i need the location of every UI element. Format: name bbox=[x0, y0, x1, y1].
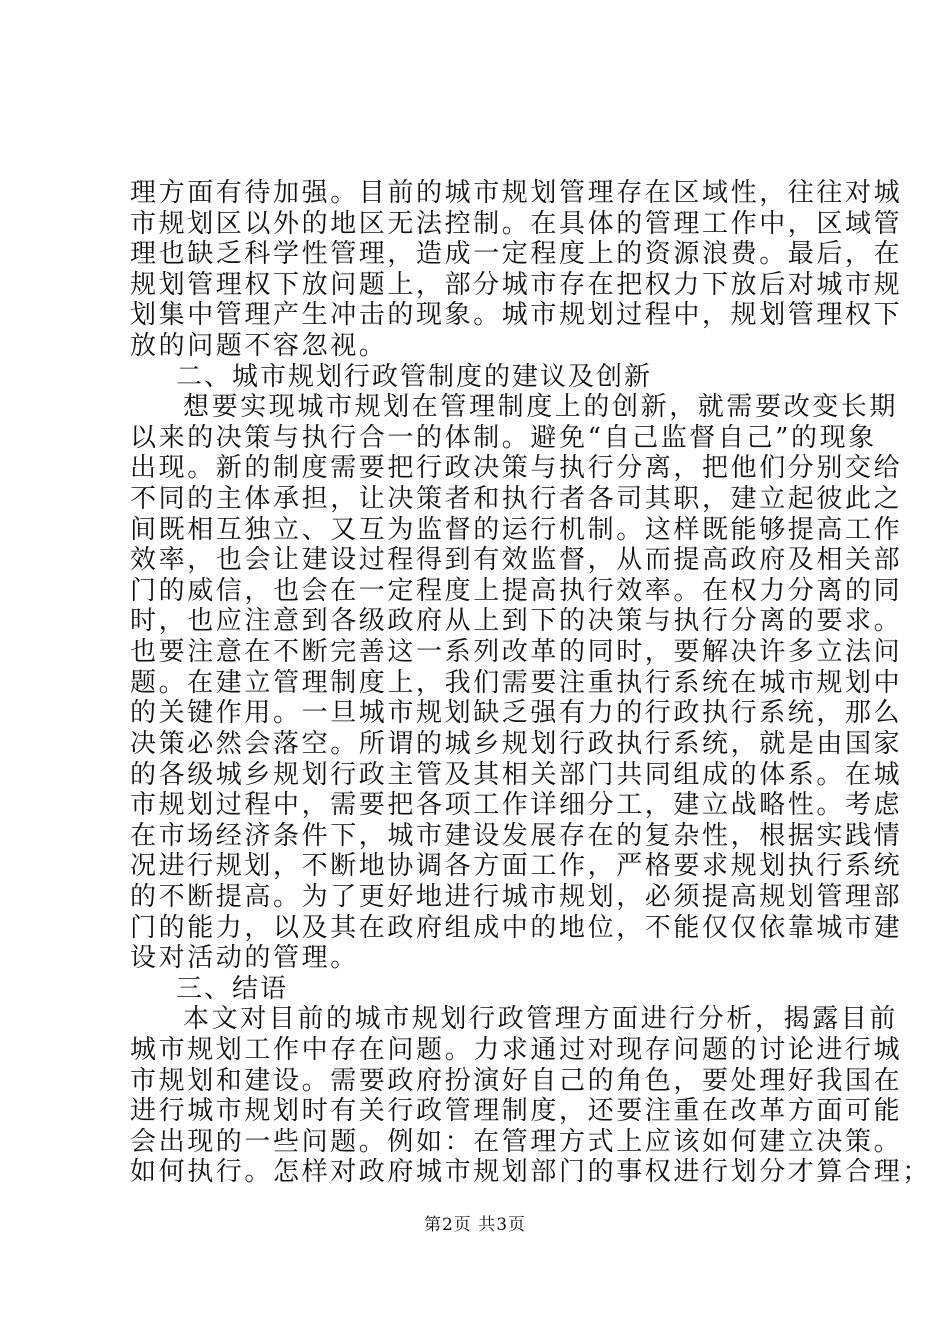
text-line: 进行城市规划时有关行政管理制度，还要注重在改革方面可能 bbox=[130, 1096, 903, 1127]
text-line: 设对活动的管理。 bbox=[130, 943, 359, 974]
paragraph-first-line: 想要实现城市规划在管理制度上的创新，就需要改变长期 bbox=[183, 392, 899, 423]
text-line: 放的问题不容忽视。 bbox=[130, 331, 388, 362]
text-line: 的各级城乡规划行政主管及其相关部门共同组成的体系。在城 bbox=[130, 759, 903, 790]
text-line: 时，也应注意到各级政府从上到下的决策与执行分离的要求。 bbox=[130, 606, 903, 637]
text-line: 也要注意在不断完善这一系列改革的同时，要解决许多立法问 bbox=[130, 637, 903, 668]
text-line: 的关键作用。一旦城市规划缺乏强有力的行政执行系统，那么 bbox=[130, 698, 903, 729]
text-line: 规划管理权下放问题上，部分城市存在把权力下放后对城市规 bbox=[130, 269, 903, 300]
text-line: 题。在建立管理制度上，我们需要注重执行系统在城市规划中 bbox=[130, 667, 903, 698]
text-line: 决策必然会落空。所谓的城乡规划行政执行系统，就是由国家 bbox=[130, 728, 903, 759]
text-line: 市规划区以外的地区无法控制。在具体的管理工作中，区域管 bbox=[130, 208, 903, 239]
text-line: 市规划和建设。需要政府扮演好自己的角色，要处理好我国在 bbox=[130, 1065, 903, 1096]
text-line: 划集中管理产生冲击的现象。城市规划过程中，规划管理权下 bbox=[130, 300, 903, 331]
section-heading: 二、城市规划行政管制度的建议及创新 bbox=[176, 361, 653, 392]
text-line: 理也缺乏科学性管理，造成一定程度上的资源浪费。最后，在 bbox=[130, 239, 903, 270]
text-line: 理方面有待加强。目前的城市规划管理存在区域性，往往对城 bbox=[130, 178, 903, 208]
text-line: 况进行规划，不断地协调各方面工作，严格要求规划执行系统 bbox=[130, 851, 903, 882]
text-line: 不同的主体承担，让决策者和执行者各司其职，建立起彼此之 bbox=[130, 484, 903, 515]
text-line: 的不断提高。为了更好地进行城市规划，必须提高规划管理部 bbox=[130, 881, 903, 912]
text-line: 在市场经济条件下，城市建设发展存在的复杂性，根据实践情 bbox=[130, 820, 903, 851]
text-line: 门的能力，以及其在政府组成中的地位，不能仅仅依靠城市建 bbox=[130, 912, 903, 943]
text-line: 如何执行。怎样对政府城市规划部门的事权进行划分才算合理； bbox=[130, 1157, 931, 1188]
text-line: 出现。新的制度需要把行政决策与执行分离，把他们分别交给 bbox=[130, 453, 903, 484]
text-line: 会出现的一些问题。例如：在管理方式上应该如何建立决策。 bbox=[130, 1126, 903, 1157]
text-line: 以来的决策与执行合一的体制。避免“自己监督自己”的现象 bbox=[130, 422, 877, 453]
section-heading: 三、结语 bbox=[176, 973, 289, 1004]
text-line: 市规划过程中，需要把各项工作详细分工，建立战略性。考虑 bbox=[130, 790, 903, 821]
text-line: 效率，也会让建设过程得到有效监督，从而提高政府及相关部 bbox=[130, 545, 903, 576]
paragraph-first-line: 本文对目前的城市规划行政管理方面进行分析，揭露目前 bbox=[183, 1004, 899, 1035]
text-line: 门的威信，也会在一定程度上提高执行效率。在权力分离的同 bbox=[130, 575, 903, 606]
text-line: 城市规划工作中存在问题。力求通过对现存问题的讨论进行城 bbox=[130, 1034, 903, 1065]
page-number: 第2页 共3页 bbox=[423, 1215, 527, 1235]
text-line: 间既相互独立、又互为监督的运行机制。这样既能够提高工作 bbox=[130, 514, 903, 545]
